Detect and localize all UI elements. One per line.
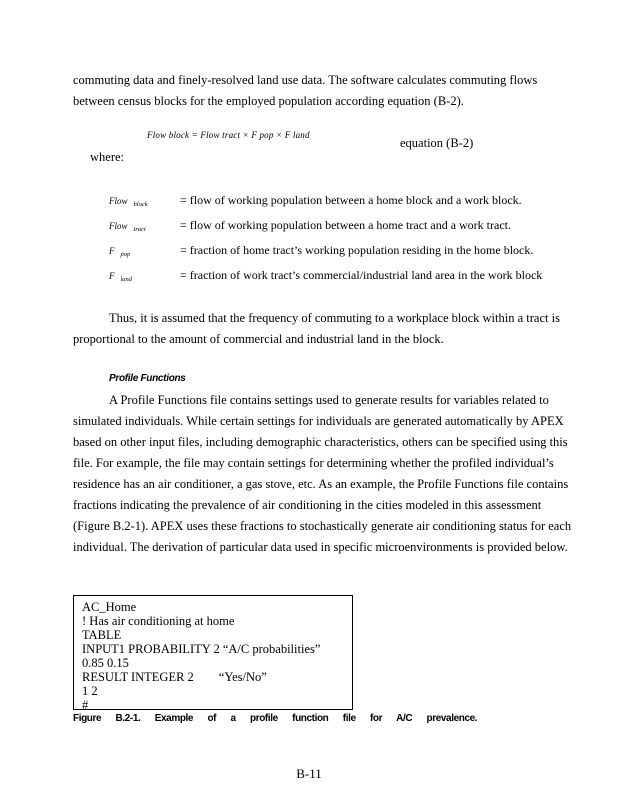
code-line: INPUT1 PROBABILITY 2 “A/C probabilities” xyxy=(82,642,321,656)
definition-list xyxy=(109,190,589,290)
definition-text: = flow of working population between a home block and a work block. xyxy=(180,193,522,207)
code-listing-box xyxy=(73,595,353,710)
definition-item xyxy=(109,190,589,215)
code-line: TABLE xyxy=(82,628,122,642)
code-line: 0.85 0.15 xyxy=(82,656,129,670)
definition-text: = fraction of work tract’s commercial/industrial land area in the work block xyxy=(180,268,543,282)
figure-caption: Figure B.2-1. Example of a profile function file for A/C prevalence. xyxy=(73,713,478,724)
definition-symbol: Flow $_{tract}$ xyxy=(109,221,146,233)
thus-paragraph: Thus, it is assumed that the frequency of commuting to a workplace block within a tract is proportional to the amount of commercial and industrial land in the block. xyxy=(73,311,560,346)
code-line: RESULT INTEGER 2 “Yes/No” xyxy=(82,670,267,684)
definition-symbol: Flow $_{block}$ xyxy=(109,196,148,208)
code-line: AC_Home xyxy=(82,600,137,614)
intro-paragraph: commuting data and finely-resolved land use data. The software calculates commuting flows between census blocks for the employed population according equation (B-2). xyxy=(73,73,538,108)
code-line: # xyxy=(82,698,89,712)
definition-symbol: F $_{pop}$ xyxy=(109,246,131,258)
definition-text: = fraction of home tract’s working population residing in the home block. xyxy=(180,243,534,257)
definition-item xyxy=(109,215,589,240)
definition-item xyxy=(109,265,589,290)
profile-paragraph: A Profile Functions file contains settings used to generate results for variables related to simulated individuals. While certain settings for individuals are generated automatically by APEX based on other input files, including demographic characteristics, others can be specified using this file. For example, the file may contain settings for determining whether the profiled individual’s residence has an air conditioner, a gas stove, etc. As an example, the Profile Functions file contains fractions indicating the prevalence of air conditioning in the cities modeled in this assessment (Figure B.2-1). APEX uses these fractions to stochastically generate air conditioning status for each individual. The derivation of particular data used in specific microenvironments is provided below. xyxy=(73,393,572,554)
equation-expression: Flow block = Flow tract × F pop × F land xyxy=(147,130,310,140)
definition-text: = flow of working population between a home tract and a work tract. xyxy=(180,218,511,232)
code-line: ! Has air conditioning at home xyxy=(82,614,235,628)
page-number: B-11 xyxy=(296,766,322,781)
equation-row xyxy=(73,128,593,152)
where-label: where: xyxy=(90,150,125,164)
equation-label: equation (B-2) xyxy=(400,136,474,150)
definition-symbol: F $_{land}$ xyxy=(109,271,133,283)
definition-item xyxy=(109,240,589,265)
code-line: 1 2 xyxy=(82,684,98,698)
section-heading: Profile Functions xyxy=(109,373,186,384)
